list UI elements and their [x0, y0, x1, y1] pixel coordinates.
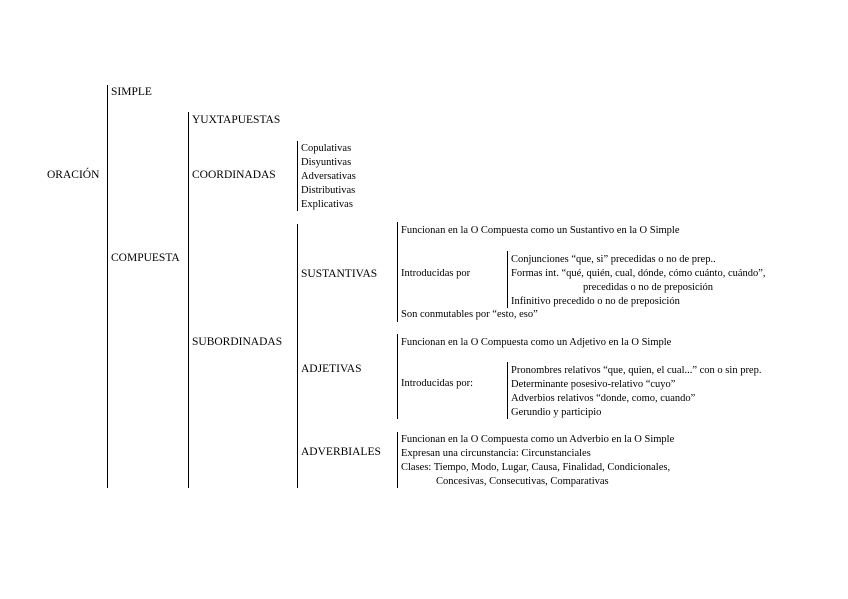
- sustantivas-funcion: Funcionan en la O Compuesta como un Sustantivo en la O Simple: [401, 225, 680, 236]
- label-compuesta: COMPUESTA: [111, 252, 180, 264]
- adjetivas-intro-item: Adverbios relativos “donde, como, cuando”: [511, 393, 696, 404]
- bracket-coordinadas: [297, 141, 298, 211]
- adjetivas-intro-item: Determinante posesivo-relativo “cuyo”: [511, 379, 676, 390]
- bracket-sustantivas-introducidas: [507, 251, 508, 308]
- bracket-subordinadas: [297, 224, 298, 488]
- adjetivas-intro-item: Gerundio y participio: [511, 407, 602, 418]
- bracket-compuesta: [188, 112, 189, 488]
- adverbiales-line: Clases: Tiempo, Modo, Lugar, Causa, Finalidad, Condicionales,: [401, 462, 671, 473]
- coord-item-adversativas: Adversativas: [301, 171, 356, 182]
- sustantivas-intro-item: Conjunciones “que, si” precedidas o no de prep..: [511, 254, 716, 265]
- label-simple: SIMPLE: [111, 86, 152, 98]
- bracket-adjetivas: [397, 334, 398, 419]
- adverbiales-line: Concesivas, Consecutivas, Comparativas: [436, 476, 609, 487]
- bracket-oracion: [107, 85, 108, 488]
- sustantivas-intro-item: Formas int. “qué, quién, cual, dónde, cómo cuánto, cuándo”,: [511, 268, 766, 279]
- adjetivas-intro-item: Pronombres relativos “que, quien, el cual...” con o sin prep.: [511, 365, 762, 376]
- sustantivas-conmutables: Son conmutables por “esto, eso”: [401, 309, 538, 320]
- label-sustantivas: SUSTANTIVAS: [301, 268, 378, 280]
- sustantivas-introducidas-label: Introducidas por: [401, 268, 471, 279]
- coord-item-explicativas: Explicativas: [301, 199, 353, 210]
- bracket-adjetivas-introducidas: [507, 362, 508, 419]
- coord-item-distributivas: Distributivas: [301, 185, 356, 196]
- sustantivas-intro-item: Infinitivo precedido o no de preposición: [511, 296, 680, 307]
- adverbiales-line: Funcionan en la O Compuesta como un Adverbio en la O Simple: [401, 434, 675, 445]
- label-adverbiales: ADVERBIALES: [301, 446, 381, 458]
- label-coordinadas: COORDINADAS: [192, 169, 276, 181]
- label-subordinadas: SUBORDINADAS: [192, 336, 283, 348]
- adverbiales-line: Expresan una circunstancia: Circunstanciales: [401, 448, 591, 459]
- sustantivas-intro-item: precedidas o no de preposición: [583, 282, 714, 293]
- root-label-oracion: ORACIÓN: [47, 169, 100, 181]
- coord-item-disyuntivas: Disyuntivas: [301, 157, 352, 168]
- label-adjetivas: ADJETIVAS: [301, 363, 362, 375]
- coord-item-copulativas: Copulativas: [301, 143, 352, 154]
- bracket-sustantivas: [397, 222, 398, 322]
- adjetivas-funcion: Funcionan en la O Compuesta como un Adjetivo en la O Simple: [401, 337, 672, 348]
- adjetivas-introducidas-label: Introducidas por:: [401, 378, 474, 389]
- label-yuxtapuestas: YUXTAPUESTAS: [192, 114, 281, 126]
- bracket-adverbiales: [397, 432, 398, 488]
